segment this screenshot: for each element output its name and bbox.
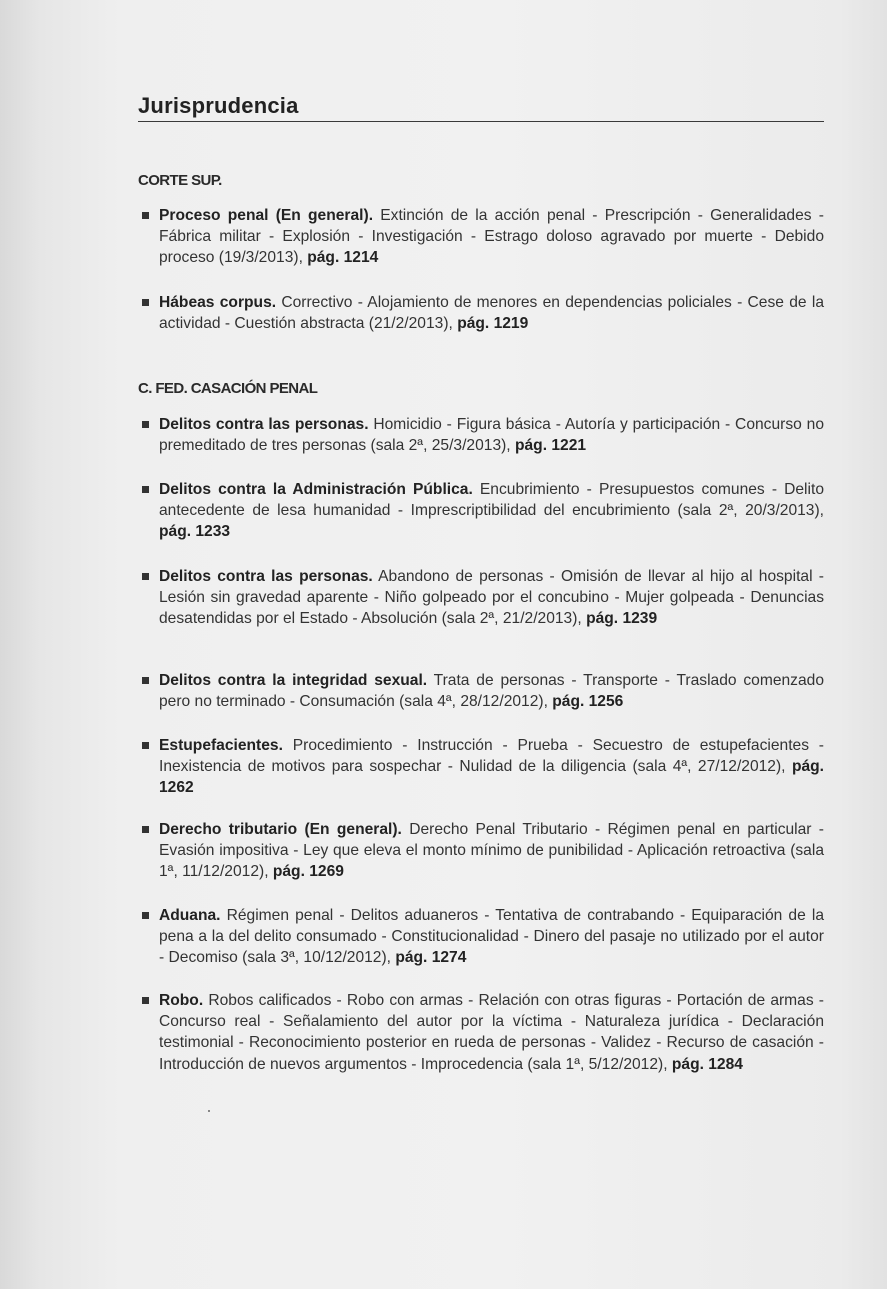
case-entry-body xyxy=(159,566,824,630)
case-entry-body xyxy=(159,414,824,456)
case-entry xyxy=(138,566,824,630)
case-description: Procedimiento - Instrucción - Prueba - Secuestro de estupefacientes - Inexistencia de motivos para sospechar - Nulidad de la diligencia (sala 4ª, 27/12/2012), xyxy=(159,737,824,776)
case-description: Correctivo - Alojamiento de menores en dependencias policiales - Cese de la actividad - Cuestión abstracta (21/2/2013), xyxy=(159,294,824,333)
case-description: Abandono de personas - Omisión de llevar al hijo al hospital - Lesión sin gravedad aparente - Niño golpeado por el concubino - Mujer golpeada - Denuncias desatendidas por el Estado - Absolución (sala 2ª, 21/2/2013), xyxy=(159,568,824,628)
court-heading-corte-sup: CORTE SUP. xyxy=(138,172,222,189)
bullet-icon xyxy=(142,677,149,684)
case-topic: Delitos contra la integridad sexual. xyxy=(159,672,428,689)
case-page-ref: pág. 1269 xyxy=(272,863,344,881)
case-page-ref: pág. 1233 xyxy=(159,523,231,541)
case-entry xyxy=(138,292,824,334)
case-entry-body xyxy=(159,479,824,543)
case-topic: Delitos contra las personas. xyxy=(159,416,369,433)
case-entry xyxy=(138,479,824,543)
case-topic: Estupefacientes. xyxy=(159,737,283,754)
case-entry-body xyxy=(159,205,824,269)
case-description: Encubrimiento - Presupuestos comunes - Delito antecedente de lesa humanidad - Imprescriptibilidad del encubrimiento (sala 2ª, 20/3/2013), xyxy=(159,481,824,520)
case-description: Trata de personas - Transporte - Traslado comenzado pero no terminado - Consumación (sala 4ª, 28/12/2012), xyxy=(159,672,824,711)
bullet-icon xyxy=(142,742,149,749)
case-entry-body xyxy=(159,670,824,712)
section-title: Jurisprudencia xyxy=(138,93,299,118)
bullet-icon xyxy=(142,912,149,919)
case-description: Extinción de la acción penal - Prescripción - Generalidades - Fábrica militar - Explosión - Investigación - Estrago doloso agravado por muerte - Debido proceso (19/3/2013), xyxy=(159,207,824,267)
case-page-ref: pág. 1214 xyxy=(307,249,379,267)
case-entry xyxy=(138,670,824,712)
case-page-ref: pág. 1262 xyxy=(159,758,824,797)
bullet-icon xyxy=(142,421,149,428)
case-entry-body xyxy=(159,292,824,334)
bullet-icon xyxy=(142,212,149,219)
case-entry xyxy=(138,205,824,269)
case-description: Derecho Penal Tributario - Régimen penal en particular - Evasión impositiva - Ley que eleva el monto mínimo de punibilidad - Aplicación retroactiva (sala 1ª, 11/12/2012), xyxy=(159,821,824,881)
case-entry-body xyxy=(159,905,824,969)
case-page-ref: pág. 1219 xyxy=(457,315,529,333)
case-topic: Hábeas corpus. xyxy=(159,294,277,311)
case-entry xyxy=(138,414,824,456)
bullet-icon xyxy=(142,997,149,1004)
case-topic: Proceso penal (En general). xyxy=(159,207,374,224)
case-topic: Aduana. xyxy=(159,907,221,924)
case-entry-body xyxy=(159,990,824,1075)
case-entry-body xyxy=(159,819,824,883)
bullet-icon xyxy=(142,573,149,580)
case-description: Régimen penal - Delitos aduaneros - Tentativa de contrabando - Equiparación de la pena a la del delito consumado - Constitucionalidad - Dinero del pasaje no utilizado por el autor - Decomiso (sala 3ª, 10/12/2012), xyxy=(159,907,824,967)
case-description: Homicidio - Figura básica - Autoría y participación - Concurso no premeditado de tres personas (sala 2ª, 25/3/2013), xyxy=(159,416,824,455)
title-rule xyxy=(138,121,824,122)
case-entry xyxy=(138,735,824,799)
stray-dot xyxy=(208,1110,210,1112)
case-page-ref: pág. 1221 xyxy=(514,437,587,455)
case-topic: Derecho tributario (En general). xyxy=(159,821,402,838)
case-description: Robos calificados - Robo con armas - Relación con otras figuras - Portación de armas - Concurso real - Señalamiento del autor por la víctima - Naturaleza jurídica - Declaración testimonial - Reconocimiento posterior en rueda de personas - Validez - Recurso de casación - Introducción de nuevos argumentos - Improcedencia (sala 1ª, 5/12/2012), xyxy=(159,992,824,1073)
case-entry xyxy=(138,819,824,883)
case-topic: Robo. xyxy=(159,992,204,1009)
case-page-ref: pág. 1284 xyxy=(671,1055,743,1073)
bullet-icon xyxy=(142,486,149,493)
case-entry xyxy=(138,905,824,969)
case-entry xyxy=(138,990,824,1075)
case-page-ref: pág. 1256 xyxy=(552,693,624,711)
case-page-ref: pág. 1274 xyxy=(395,949,467,967)
bullet-icon xyxy=(142,826,149,833)
case-entry-body xyxy=(159,735,824,799)
court-heading-c-fed-casacion-penal: C. FED. CASACIÓN PENAL xyxy=(138,380,318,397)
case-topic: Delitos contra la Administración Pública. xyxy=(159,481,473,498)
case-page-ref: pág. 1239 xyxy=(586,610,658,628)
bullet-icon xyxy=(142,299,149,306)
case-topic: Delitos contra las personas. xyxy=(159,568,373,585)
